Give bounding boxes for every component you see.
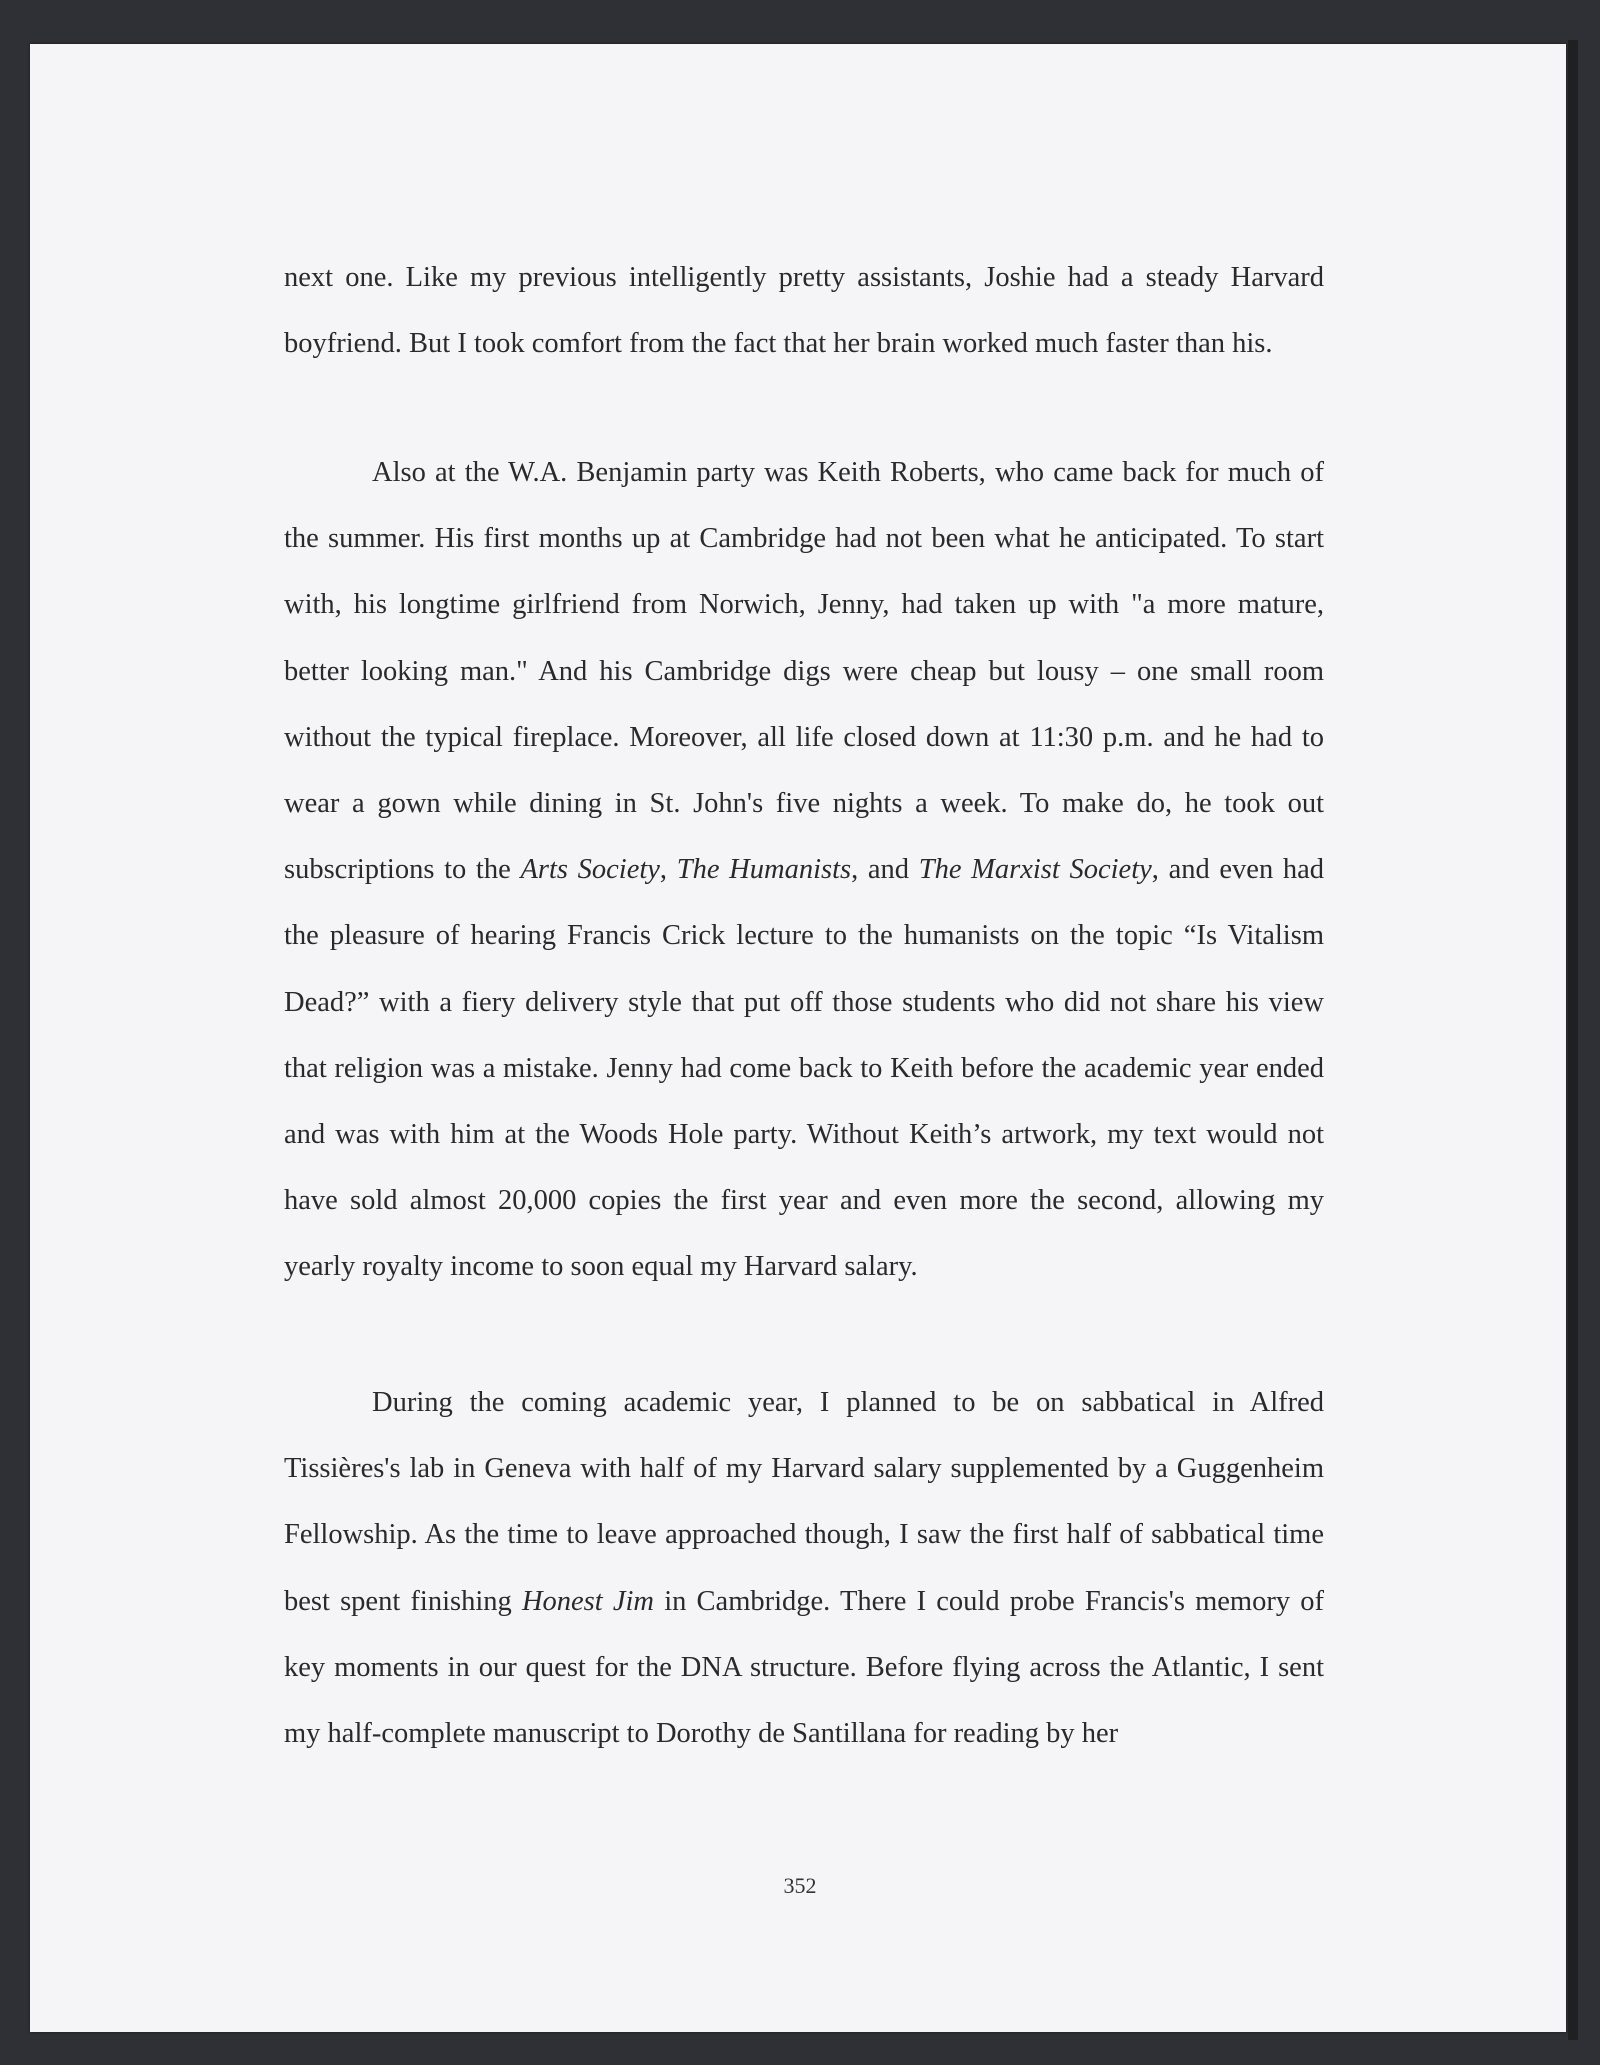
- paragraph-3-text: in Cambridge. There I could probe Francis's memory of key moments in our quest for the DNA structure. Before flying across the Atlantic, I sent my half-complete manuscript to Dorothy de Santillana for reading by her: [284, 1585, 1325, 1750]
- paragraph-3-text: During the coming academic year, I planned to be on sabbatical in Alfred Tissières's lab in Geneva with half of my Harvard salary supplemented by a Guggenheim Fellowship. As the time to leave approached though, I saw the first half of sabbatical time best spent finishing: [284, 1387, 1324, 1617]
- paragraph-1: [284, 245, 1324, 377]
- paragraph-2-text: Also at the W.A. Benjamin party was Keith Roberts, who came back for much of the summer. His first months up at Cambridge had not been what he anticipated. To start with, his longtime girlfriend from Norwich, Jenny, had taken up with "a more mature, better looking man." And his Cambridge digs were cheap but lousy – one small room without the typical fireplace. Moreover, all life closed down at 11:30 p.m. and he had to wear a gown while dining in St. John's five nights a week. To make do, he took out subscriptions to the: [284, 457, 1324, 886]
- paragraph-2-text: , and: [851, 854, 919, 886]
- paragraph-2-text: , and even had the pleasure of hearing Francis Crick lecture to the humanists on the topic “Is Vitalism Dead?” with a fiery delivery style that put off those students who did not share his view that religion was a mistake. Jenny had come back to Keith before the academic year ended and was with him at the Woods Hole party. Without Keith’s artwork, my text would not have sold almost 20,000 copies the first year and even more the second, allowing my yearly royalty income to soon equal my Harvard salary.: [284, 854, 1325, 1283]
- background-edge: [1568, 40, 1578, 2040]
- italic-title-the-humanists: The Humanists: [676, 854, 852, 886]
- paragraph-3: [284, 1370, 1324, 1767]
- page-number: 352: [783, 1873, 817, 1898]
- italic-title-marxist-society: The Marxist Society: [918, 854, 1152, 886]
- italic-title-honest-jim: Honest Jim: [521, 1585, 655, 1617]
- paragraph-2: [284, 440, 1324, 1301]
- paragraph-2-text: ,: [659, 854, 677, 886]
- italic-title-arts-society: Arts Society: [520, 854, 660, 886]
- paragraph-1-text: next one. Like my previous intelligently pretty assistants, Joshie had a steady Harvard boyfriend. But I took comfort from the fact that her brain worked much faster than his.: [284, 262, 1324, 360]
